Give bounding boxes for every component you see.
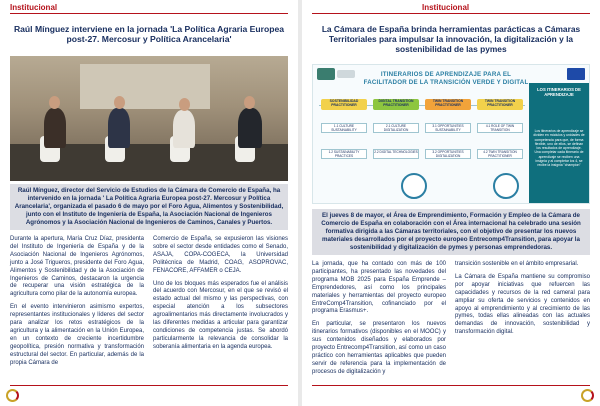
itinerary-box: SOSTENIBILIDAD PRACTITIONER [321, 99, 367, 110]
body-column-2 [153, 236, 288, 357]
chamber-logo-icon [6, 389, 19, 402]
badge-icon [493, 173, 519, 199]
paragraph: transición sostenible en el ámbito empresarial. [455, 261, 579, 267]
partner-logo-icon [337, 70, 355, 78]
speaker-figure [173, 110, 195, 148]
badge-icon [401, 173, 427, 199]
footer-rule [10, 385, 288, 386]
lead-highlight: El jueves 8 de mayor, el Área de Emprendimiento, Formación y Empleo de la Cámara de Comercio de España en colaboración con el Área internacional ha celebrado una sesión formativa dirigida a las Cámaras territoriales, con el objetivo de presentar los nuevos materiales desarrollados por el proyecto europeo Entrecomp4Transition, para apoyar la sostenibilidad y digitalización de pymes y personas emprendedoras. [312, 209, 590, 255]
chamber-logo-icon [581, 389, 594, 402]
speaker-head [244, 96, 255, 109]
itinerary-box: TWIN TRANSITION PRACTITIONER [425, 99, 471, 110]
itinerary-box: TWIN TRANSITION PRACTITIONER [477, 99, 523, 110]
paragraph: Uno de los bloques más esperados fue el análisis del acuerdo con Mercosur, en el que se revisó el estado actual del mismo y las perspectivas, con especial atención a los subsectores agroalimentarios más directamente involucrados y las diferentes medidas a articular para garantizar condiciones de competencia justas. Se abordó particularmente la relevancia de consolidar la soberanía alimentaria en la agenda europea. [153, 280, 288, 350]
learning-itineraries-infographic [312, 64, 590, 204]
itinerary-box: DIGITAL TRANSITION PRACTITIONER [373, 99, 419, 110]
infographic-title: ITINERARIOS DE APRENDIZAJE PARA EL FACILITADOR DE LA TRANSICIÓN VERDE Y DIGITAL [363, 71, 529, 86]
header-rule [10, 13, 288, 14]
paragraph: Comercio de España, se expusieron las visiones sobre el sector desde entidades como el Senado, ASAJA, COPA-COGECA, la Universidad Politécnica de Madrid, COAG, ASOPROVAC, FENACORE, AFFAMER o CEJA. [153, 236, 288, 274]
left-page [0, 0, 298, 406]
paragraph: Durante la apertura, María Cruz Díaz, presidenta del Instituto de Ingeniería de España y de la Asociación Nacional de Ingenieros Agrónomos, junto a José Trigueros, presidente del Foro Agua, Alimentos y Sostenibilidad y de la Asociación de Ingenieros de Caminos, destacaron la urgencia de recuperar una visión estratégica de la agricultura como pilar de la autonomía europea. [10, 236, 144, 298]
entrecomp-logo-icon [317, 68, 335, 80]
side-panel-title: LOS ITINERARIOS DE APRENDIZAJE [537, 87, 581, 98]
eu-flag-icon [567, 68, 585, 80]
section-tag: Institucional [10, 3, 58, 12]
speaker-head [49, 96, 60, 109]
section-tag: Institucional [422, 3, 470, 12]
module-box: 1.1 CULTURE SUSTAINABILITY [321, 123, 367, 133]
speaker-head [179, 98, 190, 111]
projection-screen [80, 64, 210, 109]
speaker-figure [108, 108, 130, 148]
speaker-figure [238, 108, 262, 148]
speaker-head [114, 96, 125, 109]
module-box: 1.2 SUSTAINABILITY PRACTICES [321, 149, 367, 159]
body-column-1 [10, 236, 144, 373]
article-title: Raúl Mínguez interviene en la jornada 'La Política Agraria Europea post-27. Mercosur y Política Arancelaria' [13, 24, 285, 45]
conference-photo [10, 56, 288, 181]
article-title: La Cámara de España brinda herramientas parácticas a Cámaras Territoriales para impulsar la innovación, la digitalización y la sostenibilidad de las pymes [321, 24, 581, 55]
header-rule [312, 13, 590, 14]
paragraph: La jornada, que ha contado con más de 100 participantes, ha presentado las novedades del programa MOB 2025 para España Emprende – Emprendedores, así como los principales materiales y herramientas del proyecto europeo EntreComp4Transition, cofinanciado por el programa Erasmus+. [312, 261, 446, 315]
module-box: 2.1 CULTURE DIGITALIZATION [373, 123, 419, 133]
paragraph: En el evento intervinieron asimismo expertos, representantes institucionales y líderes del sector para analizar los retos estratégicos de la agricultura y la alimentación en la Unión Europea, en un contexto de creciente incertidumbre geopolítica, presión normativa y transformación estructural del sector. En particular, además de la propia Cámara de [10, 304, 144, 366]
module-box: 3.2 OPPORTUNITIES DIGITALIZATION [425, 149, 471, 159]
right-page [302, 0, 600, 406]
photo-caption: Raúl Mínguez, director del Servicio de Estudios de la Cámara de Comercio de España, ha intervenido en la jornada ' La Política Agraria Europea post-27. Mercosur y Política Arancelaria', organizada el pasado 6 de mayo por el Foro Agua, Alimentos y Sostenibilidad, junto con el Instituto de Ingeniería de España, la Asociación Nacional de Ingenieros Agrónomos y la Asociación Nacional de Ingenieros de Caminos, Canales y Puertos. [10, 184, 288, 230]
infographic-header [313, 65, 589, 86]
module-box: 3.1 OPPORTUNITIES SUSTAINABILITY [425, 123, 471, 133]
module-box: 4.2 TWIN TRANSITION PRACTITIONER [477, 149, 523, 159]
side-panel-text: Los itinerarios de aprendizaje se dividen en módulos y unidades de competencia para que, de forma flexible, uno de ellos, se definan los resultados de aprendizaje. Una completar cada itinerario de aprendizaje se reciben una insignia y al completar los 4, se recibe la insignia "champion" [533, 129, 585, 167]
module-box: 4.1 ROLE OF TWIN TRANSITION [477, 123, 523, 133]
paragraph: La Cámara de España mantiene su compromiso por apoyar iniciativas que refuercen las capacidades y recursos de la red cameral para ampliar su oferta de servicios y contenidos en apoyo al emprendimiento y al crecimiento de las pymes, todas ellas alineadas con las actuales demandas de innovación, sostenibilidad y transformación digital. [455, 273, 590, 336]
speaker-figure [44, 108, 66, 148]
footer-rule [312, 385, 590, 386]
body-column-1 [312, 261, 446, 382]
body-column-2 [455, 261, 590, 342]
module-box: 2.2 DIGITAL TECHNOLOGIES [373, 149, 419, 159]
paragraph: En particular, se presentaron los nuevos itinerarios formativos (disponibles en el MOOC) y sus contenidos diseñados y elaborados por proyecto Entrecomp4Transition, así como un caso práctico con herramientas aplicables que pueden servir de referencia para la implementación de procesos de digitalización y [312, 321, 446, 375]
